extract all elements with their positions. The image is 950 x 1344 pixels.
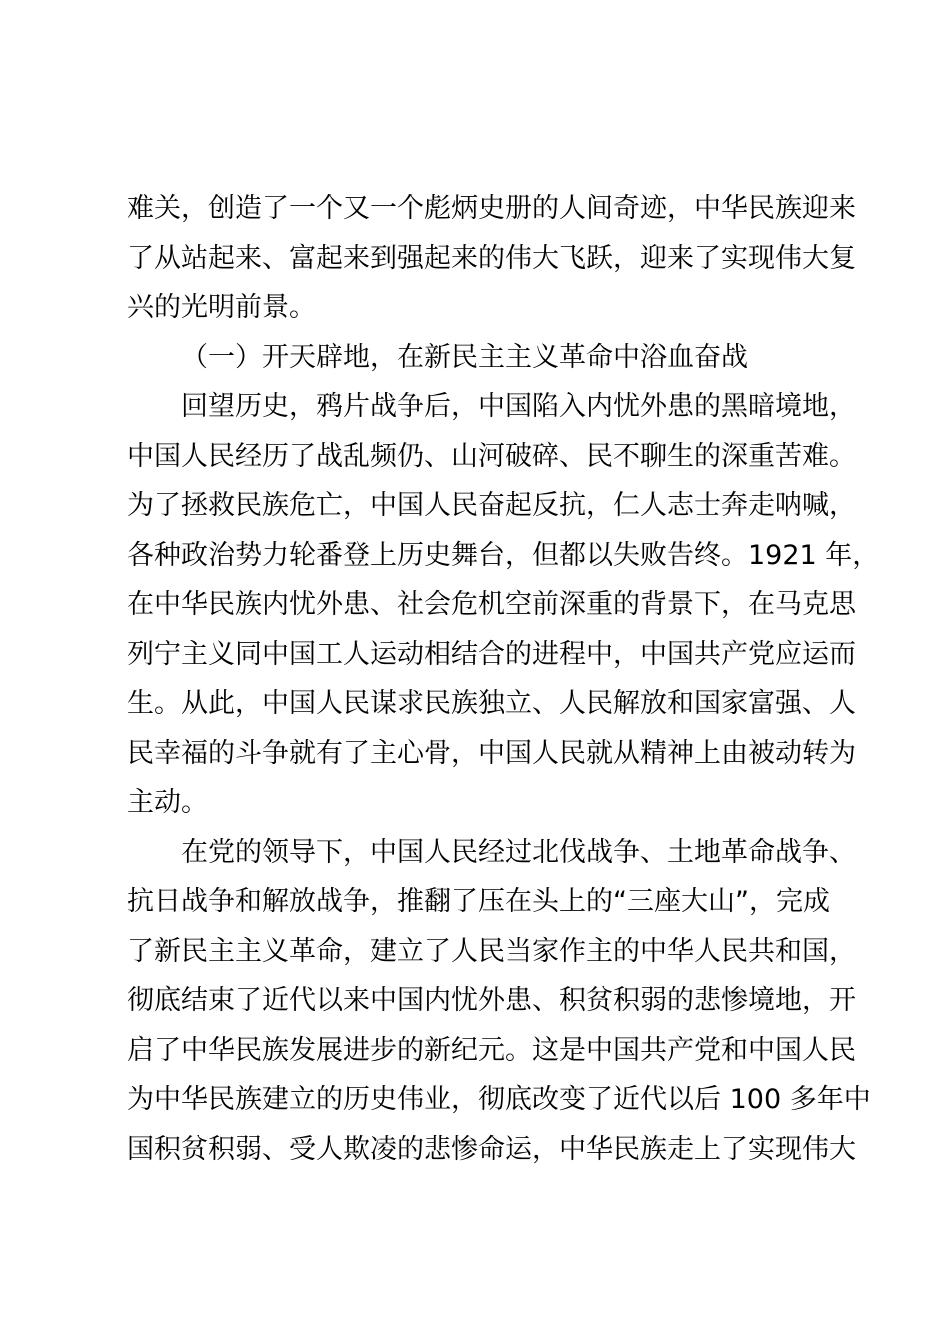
paragraph <box>127 382 880 828</box>
text-line: 彻底结束了近代以来中国内忧外患、积贫积弱的悲惨境地，开 <box>127 985 856 1016</box>
text-line: 中国人民经历了战乱频仍、山河破碎、民不聊生的深重苦难。 <box>127 440 856 472</box>
text-line: 为了拯救民族危亡，中国人民奋起反抗，仁人志士奔走呐喊， <box>127 490 856 521</box>
text-line: 主动。 <box>127 787 208 818</box>
text-line: 难关，创造了一个又一个彪炳史册的人间奇迹，中华民族迎来 <box>127 193 856 224</box>
text-line: 国积贫积弱、受人欺凌的悲惨命运，中华民族走上了实现伟大 <box>127 1133 856 1165</box>
text-line: 抗日战争和解放战争，推翻了压在头上的“三座大山”，完成 <box>127 886 830 917</box>
text-line: 了新民主主义革命，建立了人民当家作主的中华人民共和国， <box>127 935 856 967</box>
text-line: 在党的领导下，中国人民经过北伐战争、土地革命战争、 <box>181 836 856 868</box>
text-line: 民幸福的斗争就有了主心骨，中国人民就从精神上由被动转为 <box>127 737 856 769</box>
section-heading: （一）开天辟地，在新民主主义革命中浴血奋战 <box>181 341 748 373</box>
paragraph <box>127 828 871 1175</box>
text-line: 列宁主义同中国工人运动相结合的进程中，中国共产党应运而 <box>127 638 856 670</box>
text-line: 兴的光明前景。 <box>127 292 316 323</box>
text-line: 在中华民族内忧外患、社会危机空前深重的背景下，在马克思 <box>127 589 856 620</box>
text-line: 启了中华民族发展进步的新纪元。这是中国共产党和中国人民 <box>127 1034 856 1066</box>
paragraph-continuation <box>127 184 856 333</box>
text-line: 为中华民族建立的历史伟业，彻底改变了近代以后 100 多年中 <box>127 1084 871 1115</box>
text-line: 各种政治势力轮番登上历史舞台，但都以失败告终。1921 年， <box>127 539 880 571</box>
document-body <box>127 184 880 1174</box>
text-line: 生。从此，中国人民谋求民族独立、人民解放和国家富强、人 <box>127 688 856 719</box>
text-line: 回望历史，鸦片战争后，中国陷入内忧外患的黑暗境地， <box>181 391 856 422</box>
text-line: 了从站起来、富起来到强起来的伟大飞跃，迎来了实现伟大复 <box>127 242 856 274</box>
